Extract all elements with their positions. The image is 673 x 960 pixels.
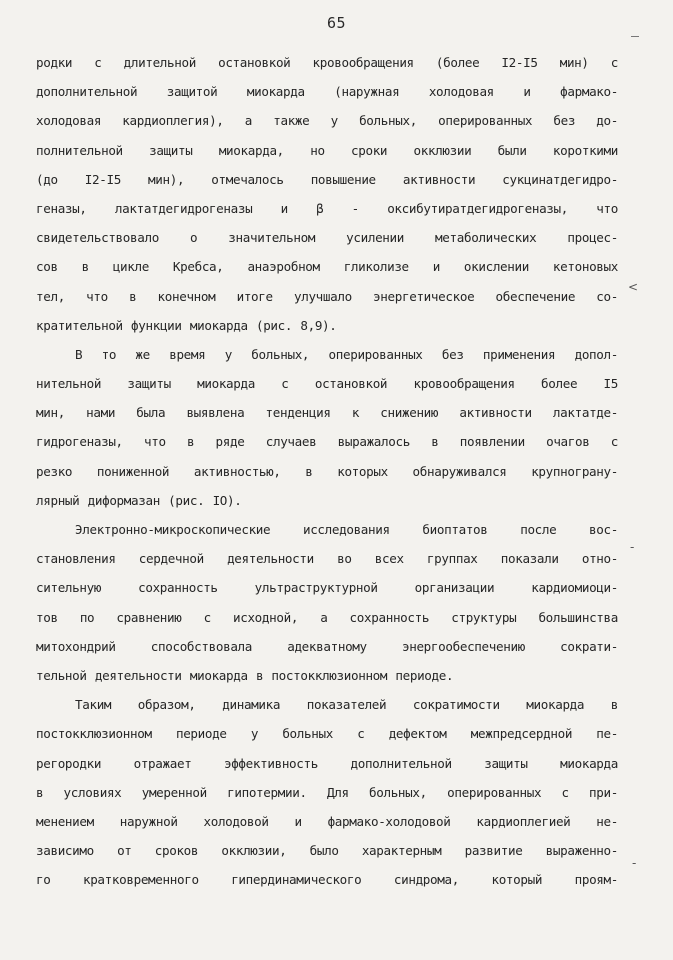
text-line: Электронно-микроскопические исследования биоптатов после вос- [75, 522, 618, 537]
text-line: родки с длительной остановкой кровообращения (более I2-I5 мин) с [36, 55, 618, 70]
text-line: становления сердечной деятельности во всех группах показали отно- [36, 551, 618, 567]
text-line: мин, нами была выявлена тенденция к снижению активности лактатде- [36, 405, 618, 421]
paragraph-1 [36, 48, 618, 340]
text-line: нительной защиты миокарда с остановкой кровообращения более I5 [36, 376, 618, 392]
text-line: лярный диформазан (рис. IO). [36, 492, 242, 508]
corner-mark [631, 36, 639, 37]
text-line: в условиях умеренной гипотермии. Для больных, оперированных с при- [36, 784, 618, 800]
text-line: регородки отражает эффективность дополнительной защиты миокарда [36, 755, 618, 771]
text-line: менением наружной холодовой и фармако-холодовой кардиоплегией не- [36, 813, 618, 829]
text-line: го кратковременного гипердинамического синдрома, который проям- [36, 872, 618, 888]
text-line: тов по сравнению с исходной, а сохранность структуры большинства [36, 609, 618, 625]
margin-mark: < [628, 280, 639, 294]
text-line: В то же время у больных, оперированных без применения допол- [75, 346, 618, 362]
paragraph-2 [36, 340, 618, 515]
text-line: геназы, лактатдегидрогеназы и β - оксибутиратдегидрогеназы, что [36, 200, 618, 216]
margin-mark: - [632, 856, 637, 870]
text-line: свидетельствовало о значительном усилении метаболических процес- [36, 230, 618, 246]
text-line: полнительной защиты миокарда, но сроки окклюзии были короткими [36, 142, 618, 158]
text-line: (до I2-I5 мин), отмечалось повышение активности сукцинатдегидро- [36, 171, 618, 187]
text-line: постокклюзионном периоде у больных с дефектом межпредсердной пе- [36, 726, 618, 742]
paragraph-4 [36, 690, 618, 894]
margin-mark: - [630, 540, 635, 554]
paragraph-3 [36, 515, 618, 690]
text-line: зависимо от сроков окклюзии, было характерным развитие выраженно- [36, 843, 618, 859]
text-line: Таким образом, динамика показателей сократимости миокарда в [75, 697, 618, 713]
text-line: тел, что в конечном итоге улучшало энергетическое обеспечение со- [36, 288, 618, 304]
text-line: митохондрий способствовала адекватному энергообеспечению сократи- [36, 638, 618, 654]
text-line: холодовая кардиоплегия), а также у больных, оперированных без до- [36, 113, 618, 129]
page-number: 65 [326, 14, 347, 32]
text-line: кратительной функции миокарда (рис. 8,9). [36, 317, 337, 333]
document-body [36, 48, 618, 894]
text-line: дополнительной защитой миокарда (наружная холодовая и фармако- [36, 84, 618, 100]
text-line: сов в цикле Кребса, анаэробном гликолизе и окислении кетоновых [36, 259, 618, 275]
text-line: сительную сохранность ультраструктурной организации кардиомиоци- [36, 580, 618, 596]
text-line: тельной деятельности миокарда в постокклюзионном периоде. [36, 667, 454, 683]
text-line: резко пониженной активностью, в которых обнаруживался крупнограну- [36, 463, 618, 479]
text-line: гидрогеназы, что в ряде случаев выражалось в появлении очагов с [36, 434, 618, 450]
